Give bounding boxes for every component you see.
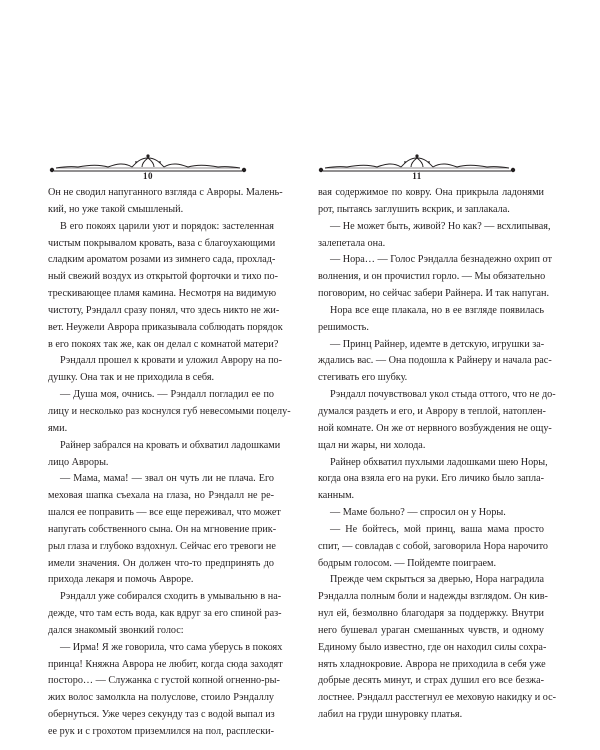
text-line: — Мама, мама! — звал он чуть ли не плача. Его [60, 473, 274, 485]
text-line: него бушевал ураган смешанных чувств, и одному [318, 624, 544, 636]
text-line: душку. Она так и не приходила в себя. [48, 372, 215, 384]
right-page-body [318, 185, 556, 724]
text-line: волнения, и он прочистил горло. — Мы обязательно [318, 271, 546, 283]
text-line: трескивающее пламя камина. Несмотря на видимую [48, 288, 277, 300]
text-line: посторо… — Служанка с густой копной огненно-ры- [48, 675, 280, 687]
text-line: канным. [318, 490, 355, 502]
text-line: чистым покрывалом кровать, ваза с благоухающими [48, 237, 276, 249]
text-line: Нора все еще плакала, но в ее взгляде появилась [330, 304, 544, 316]
text-line: Рэндалл уже собирался сходить в умывальню в на- [60, 591, 282, 603]
text-line: сладким ароматом розами из зимнего сада, прохлад- [48, 254, 276, 266]
text-line: прихода лекаря и помочь Авроре. [48, 574, 194, 586]
text-line: вая содержимое по ковру. Она прикрыла ладонями [318, 187, 544, 198]
text-line: — Принц Райнер, идемте в детскую, игрушки за- [330, 338, 545, 350]
text-line: щал ни жары, ни холода. [318, 439, 426, 451]
text-line: — Не бойтесь, мой принц, ваша мама просто [330, 523, 544, 535]
page-number: 10 [143, 171, 153, 181]
text-line: лицо Авроры. [48, 456, 109, 468]
text-line: ной комнате. Он же от нервного возбуждения не ощу- [318, 422, 552, 434]
text-line: — Ирма! Я же говорила, что сама уберусь в покоях [60, 641, 283, 653]
left-page-body [48, 185, 291, 741]
right-page [300, 0, 600, 750]
text-line: дежде, что там есть вода, как вдруг за его спиной раз- [48, 608, 282, 620]
text-line: нять хладнокровие. Аврора не приходила в себя уже [318, 658, 546, 670]
text-line: бодрым голосом. — Пойдемте поиграем. [318, 557, 496, 569]
text-line: ный свежий воздух из открытой форточки и тихо по- [48, 271, 278, 283]
text-line: рыл глаза и глубоко вздохнул. Сейчас его тревоги не [48, 540, 276, 552]
text-line: ее рук и с грохотом приземлился на пол, расплески- [48, 726, 274, 737]
text-line: шался ее поправить — все еще переживал, что может [48, 507, 281, 519]
text-line: ждались вас. — Она подошла к Райнеру и начала рас- [318, 355, 552, 367]
text-line: поговорим, но сейчас забери Райнера. И так напуган. [318, 288, 550, 300]
text-line: лостнее. Рэндалл расстегнул ее меховую накидку и ос- [318, 692, 556, 704]
text-line: Райнер обхватил пухлыми ладошками шею Норы, [330, 456, 548, 468]
text-line: обернуться. Уже через секунду таз с водой выпал из [48, 709, 275, 721]
text-line: рот, пытаясь заглушить вскрик, и заплакала. [318, 203, 510, 215]
text-line: Рэндалл почувствовал укол стыда оттого, что не до- [330, 389, 556, 401]
text-line: вет. Неужели Аврора приказывала соблюдать порядок [48, 321, 283, 333]
text-line: добрые десять минут, и страх душил его все безжа- [318, 675, 544, 687]
text-line: Райнер забрался на кровать и обхватил ладошками [60, 439, 281, 451]
text-line: Рэндалла полным боли и надежды взглядом. Он кив- [318, 591, 548, 603]
text-line: имели значения. Он должен что-то предпринять до [48, 557, 274, 569]
text-line: Прежде чем скрыться за дверью, Нора наградила [330, 574, 544, 586]
text-line: чистоту, Рэндалл сразу понял, что здесь никто не жи- [48, 304, 280, 316]
text-line: в его покоях так же, как он делал с комнатой матери? [48, 338, 279, 350]
text-line: жих волос замолкла на полуслове, стоило Рэндаллу [48, 692, 274, 704]
text-line: ями. [48, 422, 68, 434]
text-line: спит, — совладав с собой, заговорила Нора нарочито [318, 540, 548, 552]
text-line: В его покоях царили уют и порядок: застеленная [60, 220, 274, 232]
text-line: Он не сводил напуганного взгляда с Авроры. Малень- [48, 187, 283, 198]
text-line: кий, но уже такой смышленый. [48, 203, 184, 215]
text-line: меховая шапка съехала на глаза, но Рэндалл не ре- [48, 490, 274, 502]
text-line: лабил на груди шнуровку платья. [318, 709, 463, 721]
text-line: — Маме больно? — спросил он у Норы. [330, 507, 506, 519]
text-line: залепетала она. [318, 237, 386, 249]
text-line: напугать собственного сына. Он на мгновение прик- [48, 523, 277, 535]
text-line: — Нора… — Голос Рэндалла безнадежно охрип от [330, 254, 552, 266]
text-line: когда она взяла его на руки. Его личико было запла- [318, 473, 544, 485]
page-number: 11 [412, 171, 422, 181]
text-line: лицу и несколько раз коснулся губ невесомыми поцелу- [48, 405, 291, 417]
text-line: принца! Княжна Аврора не любит, когда сюда заходят [48, 658, 283, 670]
text-line: думался раздеть и его, и Аврору в теплой, натоплен- [318, 405, 546, 417]
text-line: Единому было известно, где он находил силы сохра- [318, 641, 547, 653]
text-line: нул ей, безмолвно благодаря за поддержку. Внутри [318, 608, 544, 620]
text-line: стегивать его шубку. [318, 372, 408, 384]
text-line: — Не может быть, живой? Но как? — всхлипывая, [330, 220, 551, 232]
text-line: — Душа моя, очнись. — Рэндалл погладил ее по [60, 389, 274, 401]
text-line: дался знакомый звонкий голос: [48, 624, 184, 636]
text-line: решимость. [318, 321, 369, 333]
text-line: Рэндалл прошел к кровати и уложил Аврору на по- [60, 355, 283, 367]
